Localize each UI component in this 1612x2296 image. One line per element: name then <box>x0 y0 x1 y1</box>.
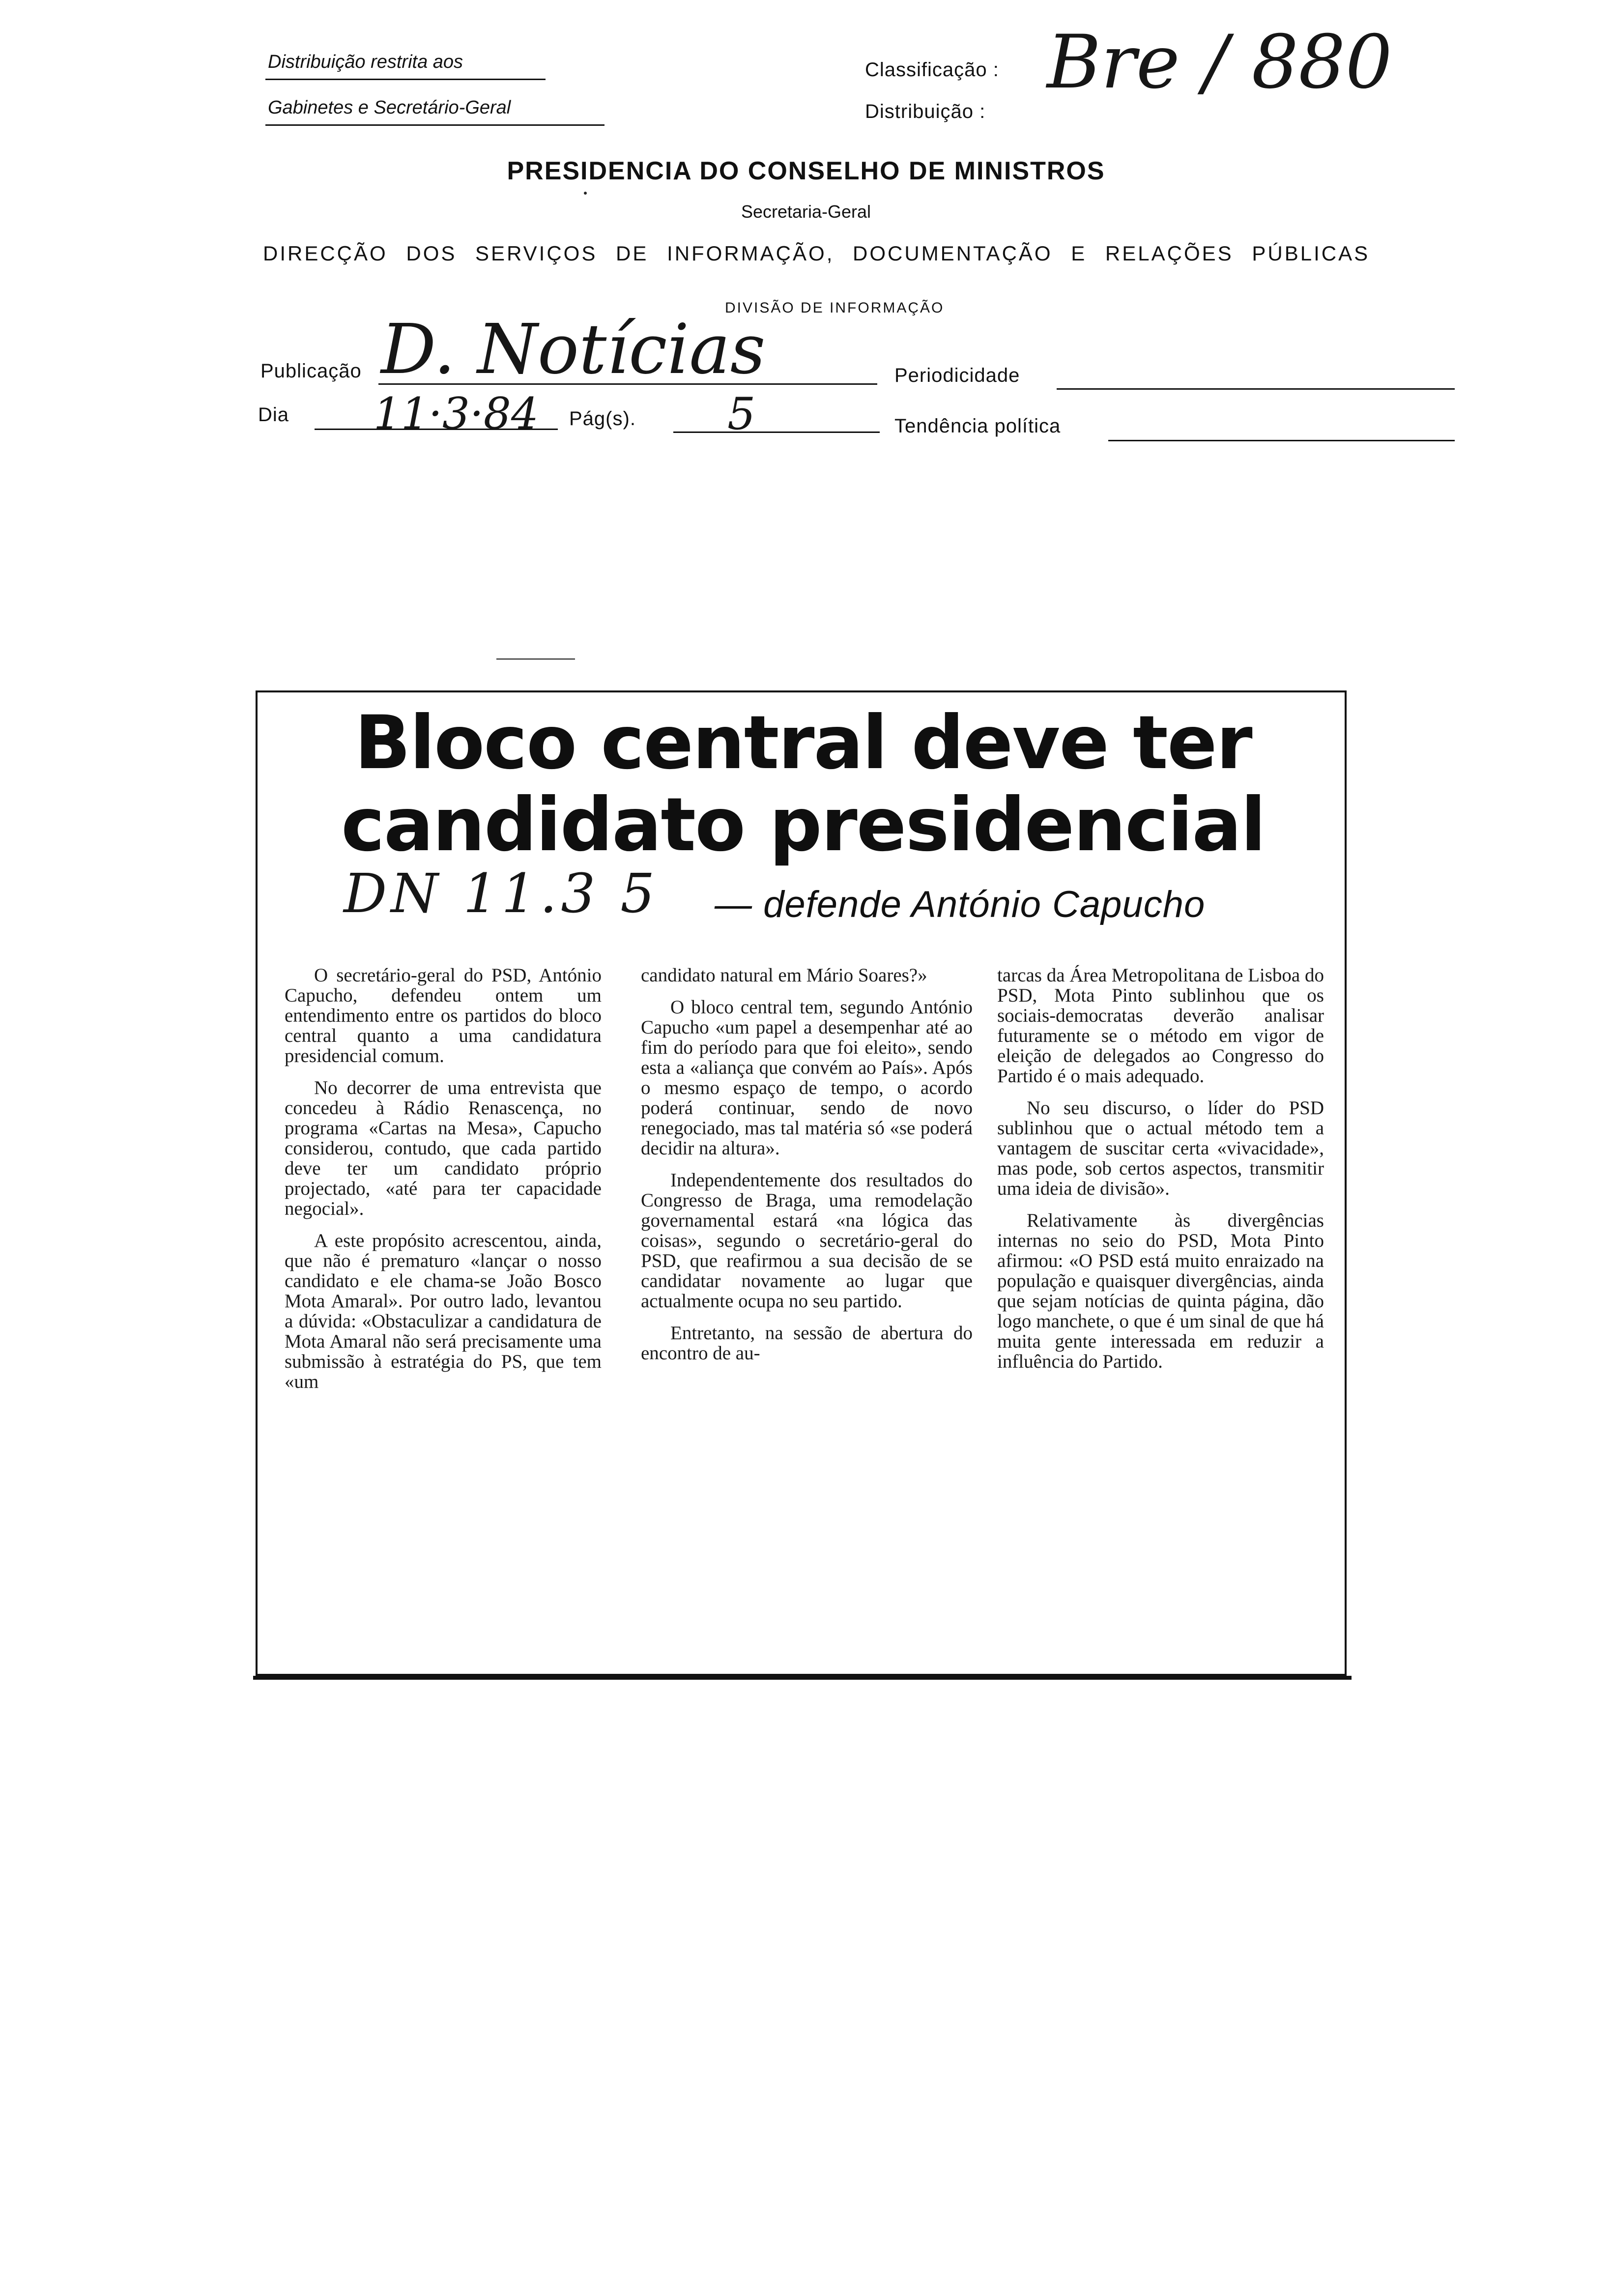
organization-subtitle: Secretaria-Geral <box>741 201 871 222</box>
column-2-paragraph: Entretanto, na sessão de abertura do encontro de au- <box>641 1322 973 1364</box>
column-3-paragraph: tarcas da Área Metropolitana de Lisboa do PSD, Mota Pinto sublinhou que os sociais-democratas deverão analisar futuramente se o método em vigor de eleição de delegados ao Congresso do Partido é o mais adequado. <box>997 965 1324 1087</box>
column-3-paragraph: No seu discurso, o líder do PSD sublinhou que o actual método tem a vantagem de suscitar certa «vivacidade», mas pode, sob certos aspectos, transmitir uma ideia de divisão». <box>997 1097 1324 1199</box>
newspaper-clipping <box>256 690 1347 1676</box>
tendencia-label: Tendência política <box>894 415 1061 437</box>
handwritten-annotation: DN 11.3 5 <box>344 862 659 925</box>
pags-line <box>673 431 880 433</box>
divisao-label: DIVISÃO DE INFORMAÇÃO <box>725 300 945 316</box>
dot-mark <box>584 192 587 195</box>
direccao-line: DIRECÇÃO DOS SERVIÇOS DE INFORMAÇÃO, DOCUMENTAÇÃO E RELAÇÕES PÚBLICAS <box>263 242 1370 265</box>
distribution-line-2: Gabinetes e Secretário-Geral <box>268 97 511 118</box>
column-2-paragraph: Independentemente dos resultados do Congresso de Braga, uma remodelação governamental estará «na lógica das coisas», segundo o secretário-geral do PSD, que reafirmou a sua decisão de se candidatar novamente ao lugar que actualmente ocupa no seu partido. <box>641 1170 973 1312</box>
periodicidade-label: Periodicidade <box>894 365 1020 386</box>
periodicidade-line <box>1057 388 1455 390</box>
classificacao-label: Classificação : <box>865 59 999 81</box>
tendencia-line <box>1108 440 1455 441</box>
article-column-1 <box>285 965 602 1404</box>
column-3-paragraph: Relativamente às divergências internas no seio do PSD, Mota Pinto afirmou: «O PSD está muito enraizado na população e quaisquer divergências, ainda que sejam notícias de quinta página, dão logo manchete, o que é um sinal de que há muita gente interessada em reduzir a influência do Partido. <box>997 1210 1324 1372</box>
clipping-bottom-edge <box>253 1676 1352 1680</box>
classificacao-handwritten: Bre / 880 <box>1047 20 1392 105</box>
byline: — defende António Capucho <box>715 884 1206 925</box>
organization-title: PRESIDENCIA DO CONSELHO DE MINISTROS <box>507 157 1105 185</box>
dia-label: Dia <box>258 404 289 426</box>
distribution-line-1: Distribuição restrita aos <box>268 52 463 72</box>
pags-label: Pág(s). <box>569 408 636 430</box>
article-column-2 <box>641 965 973 1375</box>
dia-handwritten: 11·3·84 <box>374 388 539 439</box>
column-2-paragraph: candidato natural em Mário Soares?» <box>641 965 927 986</box>
distribuicao-label: Distribuição : <box>865 101 986 122</box>
column-1-paragraph: No decorrer de uma entrevista que concedeu à Rádio Renascença, no programa «Cartas na Mesa», Capucho considerou, contudo, que cada partido deve ter um candidato próprio projectado, «até para ter capacidade negocial». <box>285 1077 602 1219</box>
column-1-paragraph: A este propósito acrescentou, ainda, que não é prematuro «lançar o nosso candidato e ele chama-se João Bosco Mota Amaral». Por outro lado, levantou a dúvida: «Obstaculizar a candidatura de Mota Amaral não será precisamente uma submissão à estratégia do PS, que tem «um <box>285 1230 602 1392</box>
publicacao-handwritten: D. Notícias <box>381 310 766 390</box>
distribution-underline-1 <box>265 79 546 80</box>
small-rule <box>496 659 575 660</box>
publicacao-label: Publicação <box>260 360 362 382</box>
headline-line-1: Bloco central deve ter <box>354 700 1252 786</box>
pags-handwritten: 5 <box>727 388 756 440</box>
article-column-3 <box>997 965 1324 1383</box>
column-2-paragraph: O bloco central tem, segundo António Capucho «um papel a desempenhar até ao fim do período para que foi eleito», sendo esta a «aliança que convém ao País». Após o mesmo espaço de tempo, o acordo poderá continuar, sendo de novo renegociado, mas tal matéria só «se poderá decidir na altura». <box>641 997 973 1159</box>
publicacao-line <box>378 383 877 385</box>
distribution-underline-2 <box>265 124 604 126</box>
column-1-paragraph: O secretário-geral do PSD, António Capucho, defendeu ontem um entendimento entre os partidos do bloco central quanto a uma candidatura presidencial comum. <box>285 965 602 1066</box>
headline-line-2: candidato presidencial <box>341 782 1265 868</box>
